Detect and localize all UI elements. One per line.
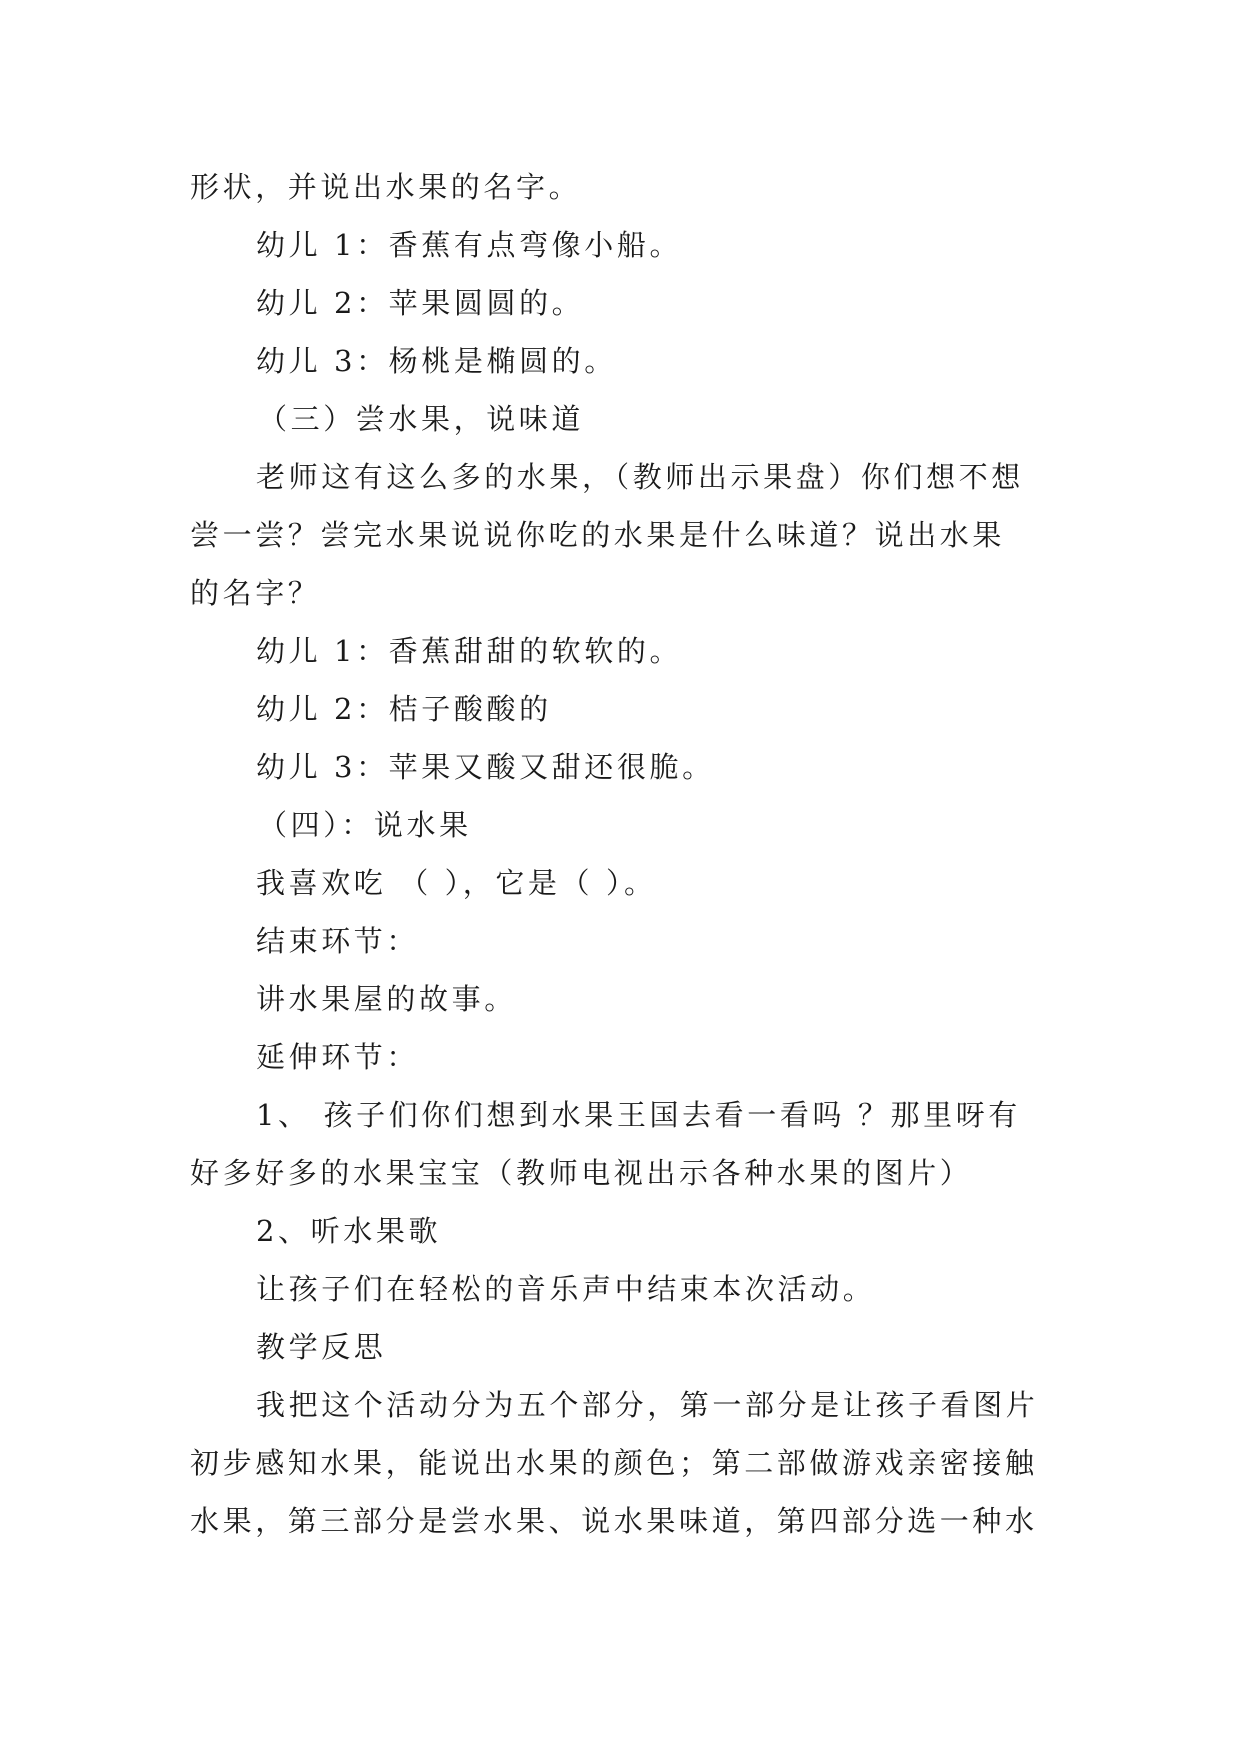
section-heading: （三）尝水果，说味道 xyxy=(258,402,585,436)
paragraph-line: 好多好多的水果宝宝（教师电视出示各种水果的图片） xyxy=(190,1156,973,1190)
child-answer-line: 幼儿 3：杨桃是椭圆的。 xyxy=(256,344,617,378)
child-answer-line: 幼儿 1：香蕉甜甜的软软的。 xyxy=(256,634,683,668)
paragraph-line: 让孩子们在轻松的音乐声中结束本次活动。 xyxy=(256,1272,876,1306)
paragraph-line: 老师这有这么多的水果，（教师出示果盘）你们想不想 xyxy=(256,460,1024,494)
section-heading: （四）：说水果 xyxy=(258,808,472,842)
paragraph-line: 我把这个活动分为五个部分，第一部分是让孩子看图片 xyxy=(256,1388,1039,1422)
child-answer-line: 幼儿 3：苹果又酸又甜还很脆。 xyxy=(256,750,715,784)
child-answer-line: 幼儿 2：桔子酸酸的 xyxy=(256,692,552,726)
paragraph-line: 我喜欢吃 （ ），它是（ ）。 xyxy=(256,866,657,900)
paragraph-line: 2、听水果歌 xyxy=(256,1214,442,1248)
child-answer-line: 幼儿 1：香蕉有点弯像小船。 xyxy=(256,228,683,262)
paragraph-line: 的名字？ xyxy=(190,576,321,610)
paragraph-line: 尝一尝？尝完水果说说你吃的水果是什么味道？说出水果 xyxy=(190,518,1006,552)
paragraph-line: 初步感知水果，能说出水果的颜色；第二部做游戏亲密接触 xyxy=(190,1446,1038,1480)
paragraph-line: 形状，并说出水果的名字。 xyxy=(190,170,582,204)
section-heading: 延伸环节： xyxy=(256,1040,420,1074)
section-heading: 教学反思 xyxy=(256,1330,387,1364)
paragraph-line: 讲水果屋的故事。 xyxy=(256,982,517,1016)
section-heading: 结束环节： xyxy=(256,924,420,958)
child-answer-line: 幼儿 2：苹果圆圆的。 xyxy=(256,286,585,320)
paragraph-line: 1、 孩子们你们想到水果王国去看一看吗 ？那里呀有 xyxy=(256,1098,1021,1132)
paragraph-line: 水果，第三部分是尝水果、说水果味道，第四部分选一种水 xyxy=(190,1504,1038,1538)
